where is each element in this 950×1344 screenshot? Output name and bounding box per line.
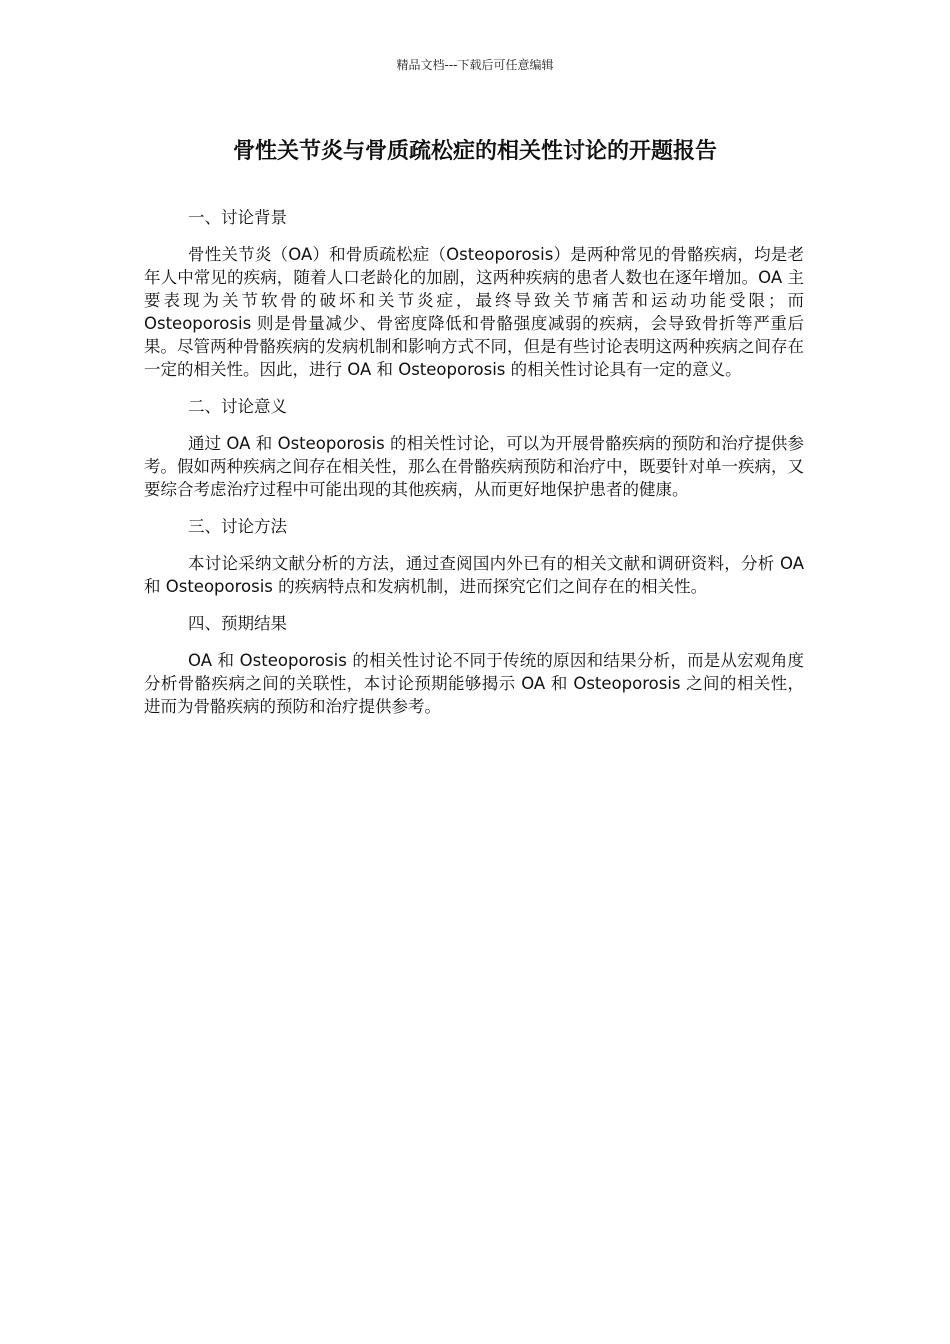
section-paragraph: 本讨论采纳文献分析的方法，通过查阅国内外已有的相关文献和调研资料，分析 OA 和 Osteoporosis 的疾病特点和发病机制，进而探究它们之间存在的相关性。 bbox=[144, 554, 804, 596]
page-header: 精品文档---下载后可任意编辑 bbox=[396, 58, 554, 72]
document-body bbox=[144, 206, 804, 732]
section-background bbox=[144, 206, 804, 381]
section-heading: 二、讨论意义 bbox=[188, 397, 287, 416]
section-expected-results bbox=[144, 612, 804, 718]
document-title: 骨性关节炎与骨质疏松症的相关性讨论的开题报告 bbox=[232, 139, 717, 164]
section-heading: 三、讨论方法 bbox=[188, 517, 287, 536]
section-heading: 四、预期结果 bbox=[188, 614, 287, 633]
section-heading: 一、讨论背景 bbox=[188, 208, 287, 227]
section-methods bbox=[144, 515, 804, 598]
section-paragraph: 骨性关节炎（OA）和骨质疏松症（Osteoporosis）是两种常见的骨骼疾病，均是老年人中常见的疾病，随着人口老龄化的加剧，这两种疾病的患者人数也在逐年增加。OA 主要表现为关节软骨的破坏和关节炎症，最终导致关节痛苦和运动功能受限；而 Osteoporosis 则是骨量减少、骨密度降低和骨骼强度减弱的疾病，会导致骨折等严重后果。尽管两种骨骼疾病的发病机制和影响方式不同，但是有些讨论表明这两种疾病之间存在一定的相关性。因此，进行 OA 和 Osteoporosis 的相关性讨论具有一定的意义。 bbox=[144, 245, 804, 379]
section-significance bbox=[144, 395, 804, 501]
section-paragraph: OA 和 Osteoporosis 的相关性讨论不同于传统的原因和结果分析，而是从宏观角度分析骨骼疾病之间的关联性，本讨论预期能够揭示 OA 和 Osteoporosis 之间的相关性，进而为骨骼疾病的预防和治疗提供参考。 bbox=[144, 651, 804, 716]
section-paragraph: 通过 OA 和 Osteoporosis 的相关性讨论，可以为开展骨骼疾病的预防和治疗提供参考。假如两种疾病之间存在相关性，那么在骨骼疾病预防和治疗中，既要针对单一疾病，又要综合考虑治疗过程中可能出现的其他疾病，从而更好地保护患者的健康。 bbox=[144, 434, 804, 499]
